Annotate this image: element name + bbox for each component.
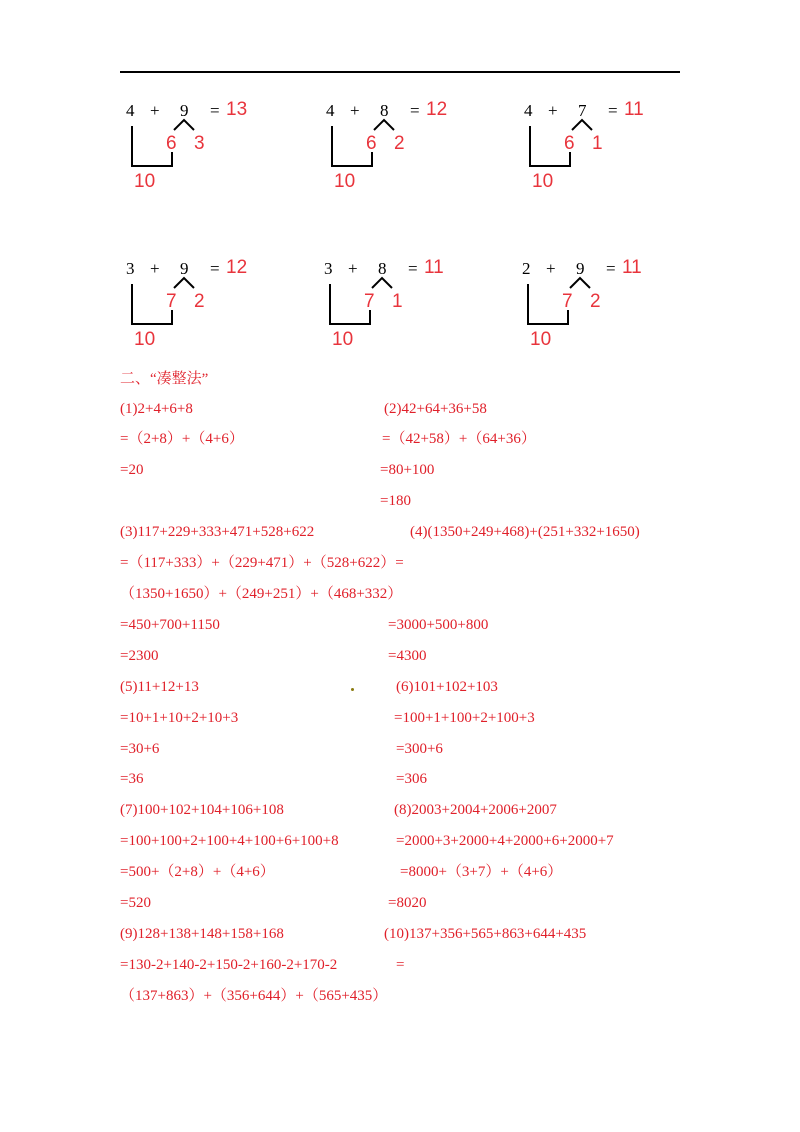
diagram-connector <box>372 278 392 288</box>
diagram-result: 12 <box>426 99 448 120</box>
diagram-part-one: 6 <box>166 133 177 154</box>
diagram-operand-a: 2 <box>522 259 531 278</box>
step-line: =500+（2+8）+（4+6） <box>120 864 275 880</box>
diagram-plus-sign: + <box>546 259 556 278</box>
diagram-equals-sign: = <box>608 101 618 120</box>
diagram-result: 13 <box>226 99 248 120</box>
diagram-part-one: 7 <box>364 291 375 312</box>
diagram-result: 11 <box>622 257 642 278</box>
step-line: = <box>396 957 405 973</box>
step-line: =4300 <box>388 648 427 664</box>
step-line: =2000+3+2000+4+2000+6+2000+7 <box>396 833 614 849</box>
diagram-ten: 10 <box>530 329 552 350</box>
diagram-result: 12 <box>226 257 248 278</box>
stray-dot <box>351 688 354 691</box>
problem-line: (4)(1350+249+468)+(251+332+1650) <box>410 524 640 540</box>
problem-line: (7)100+102+104+106+108 <box>120 802 284 818</box>
diagram-ten: 10 <box>532 171 554 192</box>
diagram-connector <box>572 120 592 130</box>
step-line: =180 <box>380 493 411 509</box>
diagram-plus-sign: + <box>350 101 360 120</box>
diagram-part-two: 2 <box>590 291 601 312</box>
decomposition-diagram <box>122 100 272 195</box>
diagram-equals-sign: = <box>210 259 220 278</box>
diagram-connector <box>570 278 590 288</box>
diagram-operand-a: 4 <box>326 101 335 120</box>
step-line: （1350+1650）+（249+251）+（468+332） <box>120 586 403 602</box>
diagram-part-one: 6 <box>564 133 575 154</box>
step-line: =10+1+10+2+10+3 <box>120 710 239 726</box>
diagram-part-two: 2 <box>394 133 405 154</box>
diagram-operand-b: 9 <box>180 101 189 120</box>
diagram-result: 11 <box>624 99 644 120</box>
step-line: =8020 <box>388 895 427 911</box>
diagram-part-two: 1 <box>392 291 403 312</box>
diagram-connector <box>374 120 394 130</box>
diagram-operand-a: 4 <box>126 101 135 120</box>
diagram-connector <box>174 278 194 288</box>
diagram-part-two: 3 <box>194 133 205 154</box>
step-line: =3000+500+800 <box>388 617 489 633</box>
step-line: （137+863）+（356+644）+（565+435） <box>120 988 388 1004</box>
diagram-plus-sign: + <box>548 101 558 120</box>
problem-line: (2)42+64+36+58 <box>384 401 487 417</box>
step-line: =100+1+100+2+100+3 <box>394 710 535 726</box>
decomposition-diagram <box>520 100 670 195</box>
step-line: =100+100+2+100+4+100+6+100+8 <box>120 833 339 849</box>
step-line: =8000+（3+7）+（4+6） <box>400 864 563 880</box>
diagram-operand-b: 8 <box>378 259 387 278</box>
diagram-ten: 10 <box>332 329 354 350</box>
step-line: =20 <box>120 462 144 478</box>
decomposition-diagram <box>122 258 272 353</box>
step-line: =80+100 <box>380 462 435 478</box>
step-line: =（2+8）+（4+6） <box>120 431 244 447</box>
diagram-plus-sign: + <box>150 101 160 120</box>
problem-line: (5)11+12+13 <box>120 679 199 695</box>
problem-line: (8)2003+2004+2006+2007 <box>394 802 557 818</box>
problem-line: (10)137+356+565+863+644+435 <box>384 926 587 942</box>
problem-line: (3)117+229+333+471+528+622 <box>120 524 315 540</box>
diagram-part-one: 7 <box>562 291 573 312</box>
diagram-operand-b: 9 <box>180 259 189 278</box>
step-line: =（42+58）+（64+36） <box>382 431 536 447</box>
diagram-equals-sign: = <box>606 259 616 278</box>
problem-line: (6)101+102+103 <box>396 679 498 695</box>
diagram-part-two: 1 <box>592 133 603 154</box>
diagram-ten: 10 <box>134 329 156 350</box>
problem-line: (1)2+4+6+8 <box>120 401 193 417</box>
step-line: =30+6 <box>120 741 160 757</box>
diagram-part-two: 2 <box>194 291 205 312</box>
diagram-plus-sign: + <box>348 259 358 278</box>
diagram-result: 11 <box>424 257 444 278</box>
diagram-part-one: 7 <box>166 291 177 312</box>
diagram-equals-sign: = <box>410 101 420 120</box>
step-line: =130-2+140-2+150-2+160-2+170-2 <box>120 957 338 973</box>
step-line: =520 <box>120 895 151 911</box>
step-line: =36 <box>120 771 144 787</box>
step-line: =2300 <box>120 648 159 664</box>
step-line: =300+6 <box>396 741 443 757</box>
decomposition-diagram <box>320 258 470 353</box>
step-line: =450+700+1150 <box>120 617 220 633</box>
diagram-equals-sign: = <box>408 259 418 278</box>
decomposition-diagram <box>322 100 472 195</box>
diagram-operand-b: 7 <box>578 101 587 120</box>
diagram-connector <box>174 120 194 130</box>
diagram-operand-b: 9 <box>576 259 585 278</box>
decomposition-diagram <box>518 258 668 353</box>
diagram-equals-sign: = <box>210 101 220 120</box>
diagram-part-one: 6 <box>366 133 377 154</box>
diagram-operand-a: 3 <box>126 259 135 278</box>
diagram-plus-sign: + <box>150 259 160 278</box>
step-line: =306 <box>396 771 427 787</box>
diagram-operand-a: 3 <box>324 259 333 278</box>
diagram-operand-a: 4 <box>524 101 533 120</box>
diagram-ten: 10 <box>134 171 156 192</box>
diagram-ten: 10 <box>334 171 356 192</box>
diagram-operand-b: 8 <box>380 101 389 120</box>
problem-line: (9)128+138+148+158+168 <box>120 926 284 942</box>
step-line: =（117+333）+（229+471）+（528+622）= <box>120 555 404 571</box>
top-rule <box>120 71 680 73</box>
section-heading: 二、“凑整法” <box>120 371 209 387</box>
